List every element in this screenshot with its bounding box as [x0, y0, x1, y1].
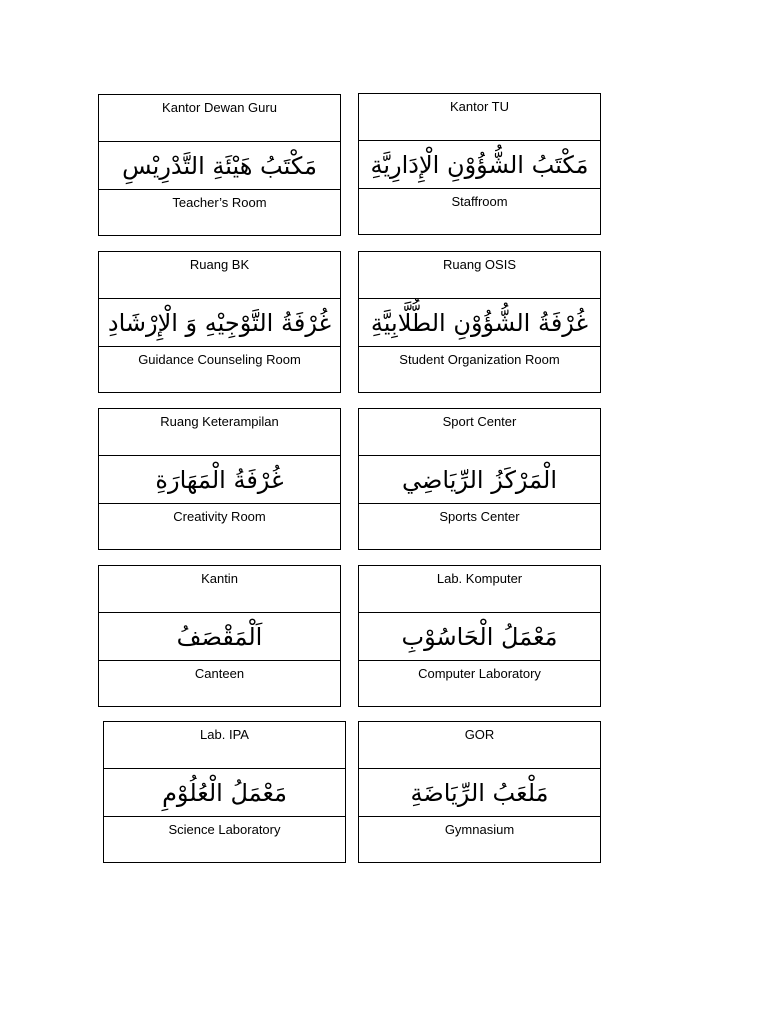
- english-cell: [359, 661, 600, 707]
- indonesian-cell: [359, 94, 600, 141]
- arabic-label: اَلْمَقْصَفُ: [176, 623, 263, 651]
- english-cell: [359, 817, 600, 863]
- arabic-label: الْمَرْكَزُ الرِّيَاضِي: [402, 466, 557, 494]
- arabic-cell: [359, 769, 600, 817]
- indonesian-label: Ruang Keterampilan: [160, 414, 279, 429]
- arabic-cell: [359, 141, 600, 189]
- room-card-creativity-room: [98, 408, 341, 550]
- arabic-label: غُرْفَةُ التَّوْجِيْهِ وَ الْإِرْشَادِ: [107, 309, 332, 337]
- english-label: Gymnasium: [444, 822, 515, 837]
- room-card-gymnasium: [358, 721, 601, 863]
- arabic-label: مَكْتَبُ الشُّؤُوْنِ الْإِدَارِيَّةِ: [370, 151, 589, 179]
- room-card-canteen: [98, 565, 341, 707]
- english-label: Canteen: [194, 666, 245, 681]
- arabic-cell: [99, 299, 340, 347]
- arabic-label: غُرْفَةُ الشُّؤُوْنِ الطُّلَّابِيَّةِ: [370, 309, 589, 337]
- english-label: Staffroom: [451, 194, 508, 209]
- english-label: Sports Center: [439, 509, 520, 524]
- indonesian-label: Kantor Dewan Guru: [162, 100, 277, 115]
- room-card-sports-center: [358, 408, 601, 550]
- arabic-cell: [99, 142, 340, 190]
- arabic-cell: [359, 613, 600, 661]
- arabic-cell: [359, 299, 600, 347]
- indonesian-cell: [104, 722, 345, 769]
- english-label: Creativity Room: [173, 509, 266, 524]
- arabic-cell: [99, 456, 340, 504]
- english-label: Student Organization Room: [399, 352, 560, 367]
- english-cell: [99, 661, 340, 707]
- indonesian-label: Ruang OSIS: [443, 257, 516, 272]
- indonesian-label: Ruang BK: [189, 257, 250, 272]
- arabic-cell: [359, 456, 600, 504]
- english-label: Teacher’s Room: [172, 195, 267, 210]
- arabic-label: مَعْمَلُ الْعُلُوْمِ: [162, 779, 287, 807]
- indonesian-label: GOR: [464, 727, 495, 742]
- arabic-label: مَعْمَلُ الْحَاسُوْبِ: [401, 623, 558, 651]
- english-cell: [99, 347, 340, 393]
- arabic-label: غُرْفَةُ الْمَهَارَةِ: [155, 466, 284, 494]
- indonesian-label: Kantin: [201, 571, 238, 586]
- indonesian-label: Kantor TU: [449, 99, 509, 114]
- english-cell: [99, 504, 340, 550]
- indonesian-cell: [359, 252, 600, 299]
- arabic-cell: [104, 769, 345, 817]
- indonesian-cell: [359, 722, 600, 769]
- english-cell: [99, 190, 340, 236]
- room-card-computer-laboratory: [358, 565, 601, 707]
- english-cell: [104, 817, 345, 863]
- arabic-label: مَكْتَبُ هَيْئَةِ التَّدْرِيْسِ: [122, 152, 317, 180]
- room-card-student-organization: [358, 251, 601, 393]
- english-cell: [359, 504, 600, 550]
- indonesian-cell: [99, 566, 340, 613]
- indonesian-cell: [99, 409, 340, 456]
- indonesian-label: Lab. IPA: [200, 727, 249, 742]
- english-cell: [359, 189, 600, 235]
- indonesian-cell: [359, 566, 600, 613]
- room-card-teachers-room: [98, 94, 341, 236]
- room-card-guidance-counseling: [98, 251, 341, 393]
- arabic-cell: [99, 613, 340, 661]
- english-label: Science Laboratory: [168, 822, 281, 837]
- room-card-staffroom: [358, 93, 601, 235]
- indonesian-cell: [99, 252, 340, 299]
- english-cell: [359, 347, 600, 393]
- indonesian-label: Sport Center: [442, 414, 517, 429]
- english-label: Guidance Counseling Room: [138, 352, 301, 367]
- room-card-science-laboratory: [103, 721, 346, 863]
- english-label: Computer Laboratory: [418, 666, 541, 681]
- indonesian-cell: [359, 409, 600, 456]
- indonesian-label: Lab. Komputer: [436, 571, 523, 586]
- indonesian-cell: [99, 95, 340, 142]
- arabic-label: مَلْعَبُ الرِّيَاضَةِ: [410, 779, 549, 807]
